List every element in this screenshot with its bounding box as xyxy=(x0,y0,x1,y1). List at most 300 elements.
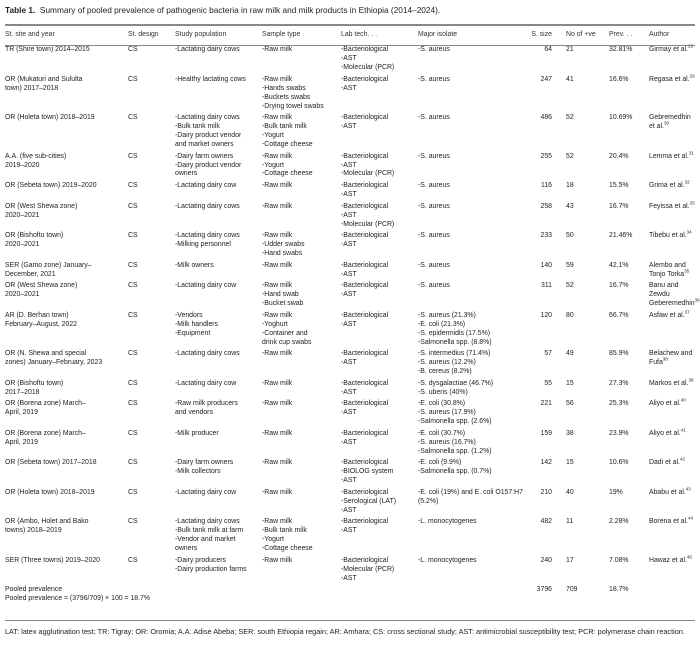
design-cell: CS xyxy=(128,311,138,319)
population-cell xyxy=(175,487,262,517)
prevalence-cell: 32.81% xyxy=(609,46,633,54)
site-line: OR (West Shewa zone) xyxy=(5,202,78,210)
positive-count-cell: 18 xyxy=(566,182,574,190)
pooled-empty xyxy=(649,585,695,606)
author-cell xyxy=(649,113,695,151)
population-line: -Vendor and market xyxy=(175,536,236,544)
positive-count-cell: 15 xyxy=(566,379,574,387)
design-cell: CS xyxy=(128,429,138,437)
isolate-line: -E. coli (21.3%) xyxy=(418,320,466,328)
design-cell: CS xyxy=(128,114,138,122)
site-cell xyxy=(5,74,128,112)
positive-count-cell: 15 xyxy=(566,459,574,467)
population-line: -Milk handlers xyxy=(175,320,218,328)
column-header: Prev. . . xyxy=(609,31,633,38)
sample-size-cell: 247 xyxy=(540,75,552,83)
sample-line: -Raw milk xyxy=(262,75,293,83)
sample-size-cell: 159 xyxy=(540,429,552,437)
isolate-line: -S. aureus (17.9%) xyxy=(418,409,476,417)
reference-number: 29 xyxy=(689,73,695,79)
table-row xyxy=(5,281,695,311)
author-name: Dadi et al. xyxy=(649,459,681,467)
author-cell xyxy=(649,231,695,261)
table-row xyxy=(5,517,695,555)
isolate-cell xyxy=(418,201,528,231)
reference-number: 39 xyxy=(688,377,694,383)
isolate-cell xyxy=(418,45,528,75)
isolate-cell xyxy=(418,517,528,555)
site-line: OR (Sebeta town) 2017–2018 xyxy=(5,459,97,467)
author-cell xyxy=(649,281,700,311)
isolate-cell xyxy=(418,260,528,281)
sample-cell xyxy=(262,458,341,488)
population-line: -Lactating dairy cows xyxy=(175,202,240,210)
population-line: -Lactating dairy cow xyxy=(175,379,237,387)
lab-cell xyxy=(341,487,418,517)
site-line: OR (Mukaturi and Sululta xyxy=(5,75,83,83)
design-cell: CS xyxy=(128,75,138,83)
sample-line: -Raw milk xyxy=(262,459,293,467)
sample-line: -Cottage cheese xyxy=(262,170,313,178)
isolate-line: -S. epidermidis (17.5%) xyxy=(418,329,490,337)
table-row xyxy=(5,487,695,517)
population-line: -Milking personnel xyxy=(175,241,231,249)
lab-line: -AST xyxy=(341,438,357,446)
isolate-line: -S. aureus (12.2%) xyxy=(418,359,476,367)
lab-line: -AST xyxy=(341,527,357,535)
lab-line: -Bacteriological xyxy=(341,311,389,319)
positive-count-cell: 21 xyxy=(566,46,574,54)
sample-size-cell: 240 xyxy=(540,556,552,564)
author-name: Markos et al. xyxy=(649,379,689,387)
sample-cell xyxy=(262,45,341,75)
lab-cell xyxy=(341,45,418,75)
prevalence-cell: 20.4% xyxy=(609,152,629,160)
sample-cell xyxy=(262,517,341,555)
sample-cell xyxy=(262,201,341,231)
site-line: town) 2017–2018 xyxy=(5,84,59,92)
population-cell xyxy=(175,281,262,311)
site-line: SER (Three towns) 2019–2020 xyxy=(5,556,100,564)
reference-number: 28 xyxy=(688,44,694,49)
isolate-line: -Salmonella spp. (0.7%) xyxy=(418,468,492,476)
sample-line: -Raw milk xyxy=(262,182,293,190)
lab-line: -Bacteriological xyxy=(341,46,389,54)
site-cell xyxy=(5,458,128,488)
isolate-cell xyxy=(418,181,528,202)
column-header: Author xyxy=(649,31,670,38)
population-line: -Lactating dairy cows xyxy=(175,46,240,54)
population-line: -Dairy product vendor xyxy=(175,161,242,169)
lab-line: -AST xyxy=(341,270,357,278)
sample-line: -Yogurt xyxy=(262,132,284,140)
sample-line: -Bulk tank milk xyxy=(262,123,307,131)
positive-count-cell: 17 xyxy=(566,556,574,564)
lab-line: -Bacteriological xyxy=(341,379,389,387)
lab-line: -Bacteriological xyxy=(341,114,389,122)
author-name: Gebremedhin et al. xyxy=(649,114,691,131)
isolate-cell xyxy=(418,555,528,585)
population-line: -Milk collectors xyxy=(175,468,221,476)
reference-number: 35 xyxy=(684,268,690,274)
sample-size-cell: 116 xyxy=(541,182,552,190)
prevalence-cell: 19% xyxy=(609,488,623,496)
isolate-line: -S. aureus xyxy=(418,261,450,269)
author-name: Hawaz et al. xyxy=(649,556,687,564)
population-cell xyxy=(175,517,262,555)
design-cell: CS xyxy=(128,182,138,190)
site-line: OR (Ambo, Holet and Bako xyxy=(5,518,89,526)
positive-count-cell: 56 xyxy=(566,400,574,408)
lab-cell xyxy=(341,231,418,261)
sample-cell xyxy=(262,378,341,399)
lab-cell xyxy=(341,113,418,151)
sample-line: -Raw milk xyxy=(262,556,293,564)
positive-count-cell: 38 xyxy=(566,429,574,437)
table-row xyxy=(5,378,695,399)
lab-cell xyxy=(341,378,418,399)
site-line: OR (Borena zone) March– xyxy=(5,400,86,408)
sample-size-cell: 210 xyxy=(540,488,552,496)
isolate-line: -S. aureus xyxy=(418,232,450,240)
author-cell xyxy=(649,181,695,202)
pooled-prevalence: 18.7% xyxy=(609,586,629,594)
sample-line: -Yogurt xyxy=(262,161,284,169)
population-line: -Lactating dairy cow xyxy=(175,282,237,290)
author-name: Borena et al. xyxy=(649,518,689,526)
reference-number: 44 xyxy=(688,516,694,521)
sample-cell xyxy=(262,399,341,429)
lab-line: -Molecular (PCR) xyxy=(341,64,395,72)
lab-line: -AST xyxy=(341,388,357,396)
site-line: A.A. (five sub-cities) xyxy=(5,152,67,160)
reference-number: 41 xyxy=(680,427,686,433)
reference-number: 30 xyxy=(663,120,669,126)
site-cell xyxy=(5,281,128,311)
author-cell xyxy=(649,349,695,379)
population-cell xyxy=(175,310,262,348)
site-line: 2020–2021 xyxy=(5,241,40,249)
site-line: 2020–2021 xyxy=(5,291,40,299)
column-header: Major isolate xyxy=(418,31,458,38)
population-line: owners xyxy=(175,545,198,553)
author-name: Aliyo et al. xyxy=(649,400,681,408)
lab-line: -Molecular (PCR) xyxy=(341,565,395,573)
sample-size-cell: 311 xyxy=(541,282,552,290)
lab-cell xyxy=(341,151,418,181)
sample-line: -Buckets swabs xyxy=(262,93,311,101)
isolate-line: -S. aureus (21.3%) xyxy=(418,311,476,319)
site-line: April, 2019 xyxy=(5,438,38,446)
positive-count-cell: 80 xyxy=(566,311,574,319)
site-line: towns) 2018–2019 xyxy=(5,527,62,535)
isolate-line: -S. aureus xyxy=(418,114,450,122)
lab-line: -Molecular (PCR) xyxy=(341,220,395,228)
prevalence-cell: 23.9% xyxy=(609,429,629,437)
sample-size-cell: 120 xyxy=(540,311,552,319)
isolate-line: -S. aureus (16.7%) xyxy=(418,438,476,446)
column-header: Lab tech. . . xyxy=(341,31,378,38)
isolate-line: -Salmonella spp. (8.8%) xyxy=(418,338,492,346)
sample-line: drink cup swabs xyxy=(262,338,312,346)
site-cell xyxy=(5,399,128,429)
author-name: Grima et al. xyxy=(649,182,685,190)
lab-line: -AST xyxy=(341,359,357,367)
prevalence-cell: 16.6% xyxy=(609,75,629,83)
site-line: 2019–2020 xyxy=(5,161,40,169)
lab-line: -AST xyxy=(341,291,357,299)
reference-number: 43 xyxy=(685,486,691,492)
sample-line: -Raw milk xyxy=(262,152,293,160)
prevalence-cell: 10.69% xyxy=(609,114,633,122)
design-cell: CS xyxy=(128,400,138,408)
reference-number: 36 xyxy=(694,297,700,303)
isolate-line: -S. aureus xyxy=(418,152,450,160)
population-line: -Lactating dairy cows xyxy=(175,518,240,526)
author-cell xyxy=(649,74,695,112)
site-line: OR (Holeta town) 2018–2019 xyxy=(5,114,95,122)
population-cell xyxy=(175,74,262,112)
sample-line: -Container and xyxy=(262,329,308,337)
lab-line: -AST xyxy=(341,477,357,485)
author-name: Banu and Zewdu Geberemedhin xyxy=(649,282,695,308)
prevalence-cell: 16.7% xyxy=(609,202,629,210)
site-line: AR (D. Berhan town) xyxy=(5,311,69,319)
prevalence-cell: 85.9% xyxy=(609,350,629,358)
population-line: -Milk producer xyxy=(175,429,219,437)
design-cell: CS xyxy=(128,488,138,496)
positive-count-cell: 41 xyxy=(566,75,574,83)
sample-line: -Bulk tank milk xyxy=(262,527,307,535)
site-line: OR (West Shewa zone) xyxy=(5,282,78,290)
population-line: and market owners xyxy=(175,140,234,148)
prevalence-table xyxy=(5,27,700,605)
population-cell xyxy=(175,378,262,399)
column-header: Study population xyxy=(175,31,227,38)
population-line: -Dairy farm owners xyxy=(175,459,234,467)
positive-count-cell: 59 xyxy=(566,261,574,269)
lab-line: -Bacteriological xyxy=(341,232,389,240)
site-cell xyxy=(5,349,128,379)
isolate-line: -L. monocytogenes xyxy=(418,556,477,564)
sample-size-cell: 64 xyxy=(544,46,552,54)
population-cell xyxy=(175,231,262,261)
design-cell: CS xyxy=(128,459,138,467)
isolate-cell xyxy=(418,74,528,112)
site-line: February–August, 2022 xyxy=(5,320,78,328)
lab-line: -Bacteriological xyxy=(341,350,389,358)
sample-line: -Raw milk xyxy=(262,488,293,496)
positive-count-cell: 52 xyxy=(566,282,574,290)
caption-text: Summary of pooled prevalence of pathogenic bacteria in raw milk and milk products in Ethiopia (2014–2024). xyxy=(39,5,441,15)
table-row xyxy=(5,74,695,112)
isolate-line: -S. uberis (40%) xyxy=(418,388,468,396)
sample-line: -Bucket swab xyxy=(262,300,304,308)
isolate-line: -S. aureus xyxy=(418,182,450,190)
population-line: -Lactating dairy cows xyxy=(175,350,240,358)
prevalence-cell: 21.46% xyxy=(609,232,633,240)
site-cell xyxy=(5,113,128,151)
pooled-label: Pooled prevalence xyxy=(5,586,63,594)
isolate-line: -L. monocytogenes xyxy=(418,518,477,526)
population-line: -Dairy production farms xyxy=(175,565,247,573)
sample-cell xyxy=(262,310,341,348)
site-line: OR (Holeta town) 2018–2019 xyxy=(5,488,95,496)
reference-number: 42 xyxy=(680,457,686,462)
prevalence-cell: 7.08% xyxy=(609,556,629,564)
column-header: St. site and year xyxy=(5,31,55,38)
table-row xyxy=(5,151,695,181)
site-line: TR (Shire town) 2014–2015 xyxy=(5,46,90,54)
sample-line: -Yoghurt xyxy=(262,320,288,328)
site-line: OR (Bishoftu town) xyxy=(5,232,64,240)
author-cell xyxy=(649,428,695,458)
isolate-cell xyxy=(418,349,528,379)
reference-number: 34 xyxy=(686,229,692,235)
sample-size-cell: 255 xyxy=(540,152,552,160)
lab-line: -AST xyxy=(341,574,357,582)
sample-size-cell: 482 xyxy=(540,518,552,526)
pooled-row xyxy=(5,585,695,606)
positive-count-cell: 50 xyxy=(566,232,574,240)
sample-line: -Hand swabs xyxy=(262,250,303,258)
population-cell xyxy=(175,151,262,181)
sample-line: -Udder swabs xyxy=(262,241,305,249)
design-cell: CS xyxy=(128,202,138,210)
reference-number: 38 xyxy=(662,356,668,362)
isolate-line: -S. intermedius (71.4%) xyxy=(418,350,491,358)
table-row xyxy=(5,260,695,281)
sample-line: -Raw milk xyxy=(262,282,293,290)
isolate-cell xyxy=(418,113,528,151)
isolate-cell xyxy=(418,458,528,488)
population-cell xyxy=(175,260,262,281)
isolate-cell xyxy=(418,151,528,181)
lab-line: -Bacteriological xyxy=(341,459,389,467)
positive-count-cell: 52 xyxy=(566,114,574,122)
lab-line: -AST xyxy=(341,241,357,249)
site-cell xyxy=(5,378,128,399)
population-line: -Lactating dairy cows xyxy=(175,114,240,122)
positive-count-cell: 52 xyxy=(566,152,574,160)
prevalence-cell: 2.28% xyxy=(609,518,629,526)
isolate-line: -E. coli (19%) and E. coli O157:H7 xyxy=(418,488,523,496)
isolate-line: -S. aureus xyxy=(418,202,450,210)
site-cell xyxy=(5,201,128,231)
column-header: Sample type xyxy=(262,31,301,38)
column-header: No of +ve xyxy=(566,31,596,38)
lab-line: -Bacteriological xyxy=(341,75,389,83)
positive-count-cell: 11 xyxy=(566,518,574,526)
author-cell xyxy=(649,399,695,429)
sample-line: -Raw milk xyxy=(262,114,293,122)
population-line: -Milk owners xyxy=(175,261,214,269)
lab-line: -Bacteriological xyxy=(341,429,389,437)
sample-cell xyxy=(262,113,341,151)
positive-count-cell: 43 xyxy=(566,202,574,210)
positive-count-cell: 40 xyxy=(566,488,574,496)
author-name: Alembo and Tonjo Torka xyxy=(649,261,686,278)
lab-line: -Bacteriological xyxy=(341,518,389,526)
lab-cell xyxy=(341,260,418,281)
sample-line: -Raw milk xyxy=(262,379,293,387)
table-row xyxy=(5,349,695,379)
site-line: 2017–2018 xyxy=(5,388,40,396)
sample-size-cell: 140 xyxy=(540,261,552,269)
site-cell xyxy=(5,45,128,75)
lab-line: -AST xyxy=(341,55,357,63)
sample-size-cell: 221 xyxy=(540,400,552,408)
sample-size-cell: 486 xyxy=(540,114,552,122)
isolate-line: -B. cereus (8.2%) xyxy=(418,368,472,376)
design-cell: CS xyxy=(128,232,138,240)
positive-count-cell: 49 xyxy=(566,350,574,358)
population-cell xyxy=(175,181,262,202)
isolate-line: -E. coli (30.7%) xyxy=(418,429,466,437)
lab-line: -Bacteriological xyxy=(341,400,389,408)
sample-cell xyxy=(262,281,341,311)
sample-cell xyxy=(262,74,341,112)
design-cell: CS xyxy=(128,282,138,290)
sample-line: -Raw milk xyxy=(262,429,293,437)
prevalence-cell: 42.1% xyxy=(609,261,629,269)
design-cell: CS xyxy=(128,152,138,160)
sample-cell xyxy=(262,555,341,585)
sample-line: -Drying towel swabs xyxy=(262,102,324,110)
lab-cell xyxy=(341,281,418,311)
author-name: Tibebu et al. xyxy=(649,232,687,240)
lab-cell xyxy=(341,428,418,458)
site-cell xyxy=(5,260,128,281)
sample-size-cell: 57 xyxy=(544,350,552,358)
site-line: OR (Sebeta town) 2019–2020 xyxy=(5,182,97,190)
author-name: Girmay et al. xyxy=(649,46,689,54)
lab-cell xyxy=(341,349,418,379)
lab-line: -BIOLOG system xyxy=(341,468,394,476)
sample-size-cell: 258 xyxy=(540,202,552,210)
reference-number: 32 xyxy=(684,179,690,185)
author-name: Feyissa et al. xyxy=(649,202,690,210)
site-cell xyxy=(5,555,128,585)
author-cell xyxy=(649,517,695,555)
pooled-formula: Pooled prevalence = (3796/709) × 100 = 18.7% xyxy=(5,595,151,603)
site-cell xyxy=(5,151,128,181)
lab-cell xyxy=(341,399,418,429)
design-cell: CS xyxy=(128,518,138,526)
author-cell xyxy=(649,378,695,399)
lab-line: -AST xyxy=(341,506,357,514)
site-line: OR (Borena zone) March– xyxy=(5,429,86,437)
site-cell xyxy=(5,487,128,517)
lab-line: -Bacteriological xyxy=(341,488,389,496)
site-line: zones) January–February, 2023 xyxy=(5,359,103,367)
reference-number: 45 xyxy=(686,554,692,560)
bottom-rule xyxy=(5,620,695,621)
population-cell xyxy=(175,428,262,458)
sample-cell xyxy=(262,487,341,517)
lab-line: -Bacteriological xyxy=(341,182,389,190)
author-cell xyxy=(649,458,695,488)
sample-line: -Raw milk xyxy=(262,46,293,54)
table-row xyxy=(5,555,695,585)
sample-cell xyxy=(262,181,341,202)
population-line: -Bulk tank milk at farm xyxy=(175,527,244,535)
author-name: Ababu et al. xyxy=(649,488,686,496)
isolate-line: -E. coli (9.9%) xyxy=(418,459,462,467)
table-caption xyxy=(5,5,440,15)
site-cell xyxy=(5,517,128,555)
site-line: OR (Bishoftu town) xyxy=(5,379,64,387)
